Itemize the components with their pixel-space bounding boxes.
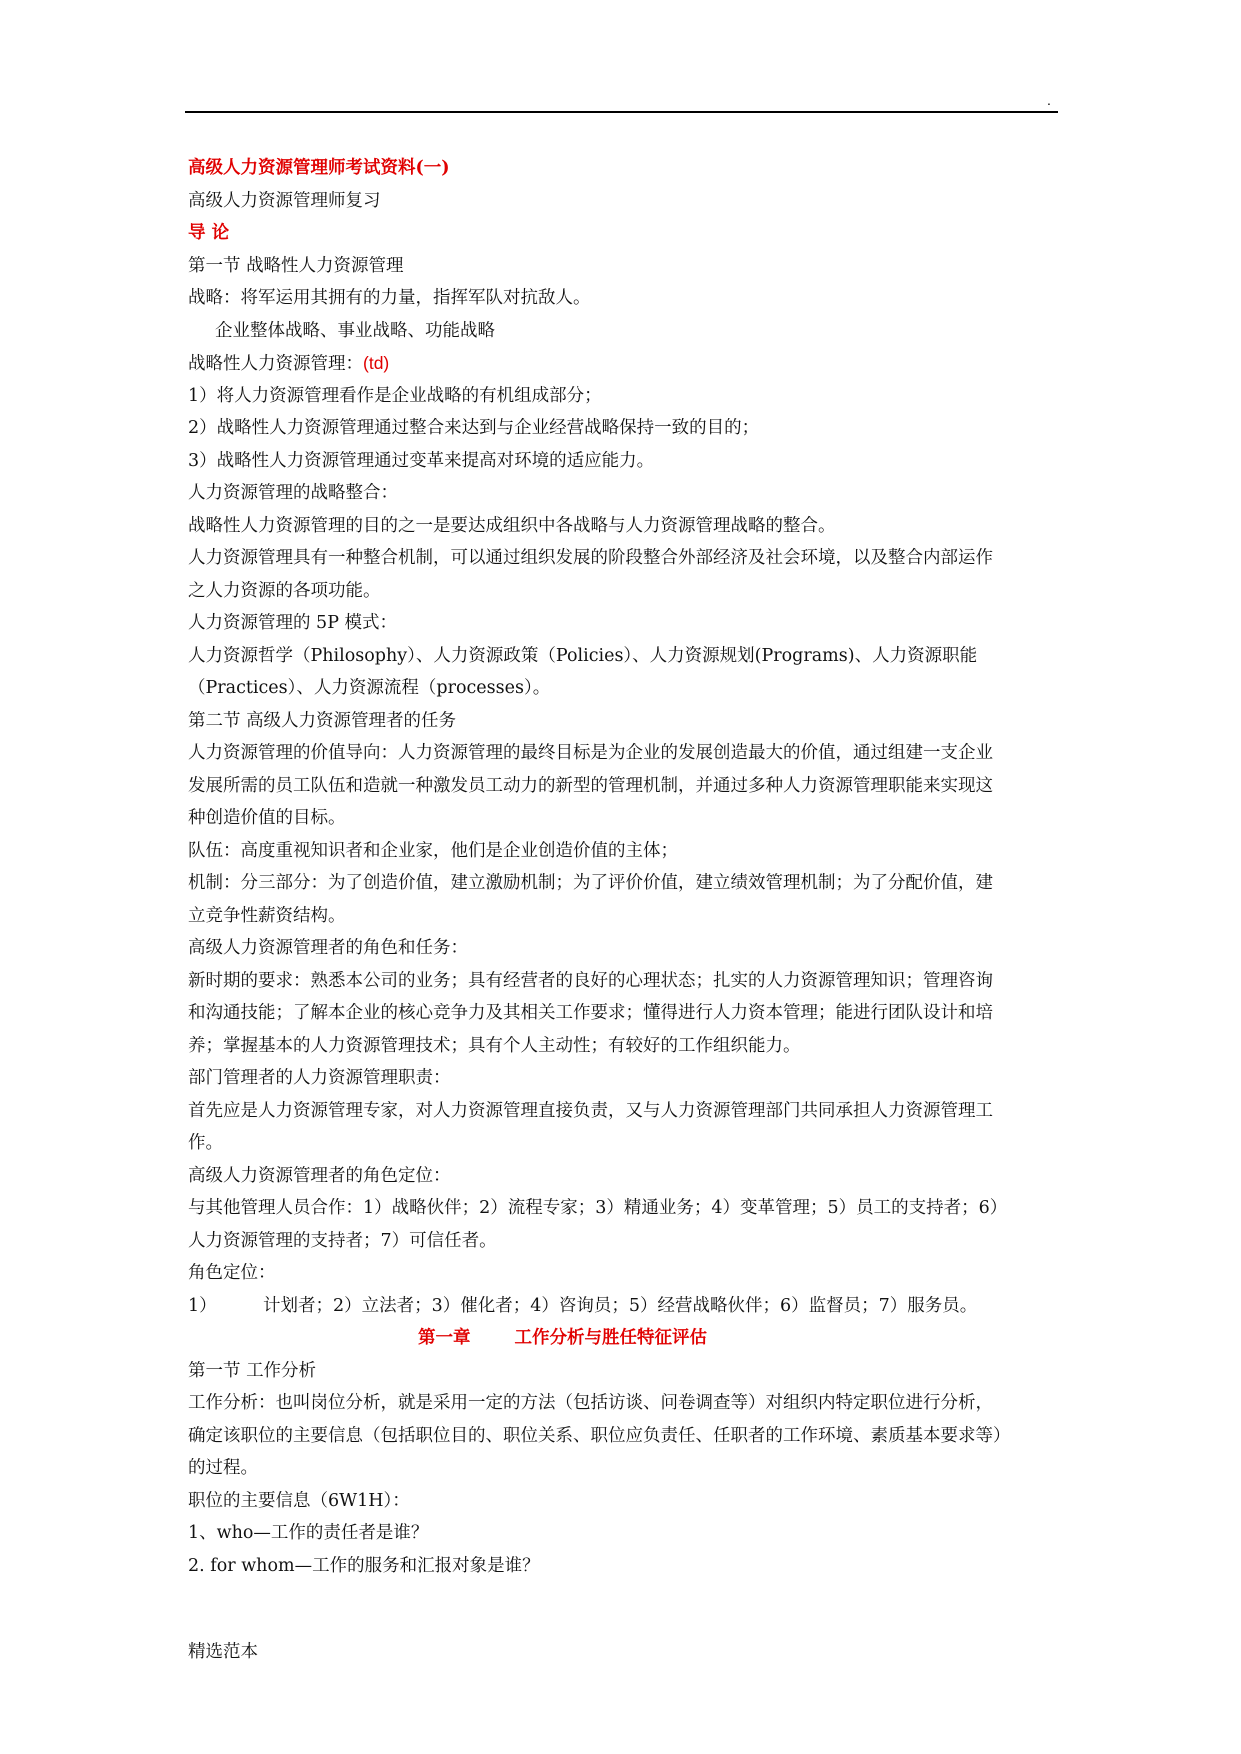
text-line: 2）战略性人力资源管理通过整合来达到与企业经营战略保持一致的目的； — [188, 418, 760, 438]
text-line: 之人力资源的各项功能。 — [188, 580, 381, 601]
text-line: 战略性人力资源管理的目的之一是要达成组织中各战略与人力资源管理战略的整合。 — [188, 515, 836, 536]
roles-num: 1） — [188, 1295, 217, 1316]
text-line: 人力资源管理的支持者；7）可信任者。 — [188, 1230, 497, 1251]
text-line: 首先应是人力资源管理专家，对人力资源管理直接负责，又与人力资源管理部门共同承担人力资源管理工 — [188, 1100, 993, 1121]
text-line: 与其他管理人员合作：1）战略伙伴；2）流程专家；3）精通业务；4）变革管理；5）员工的支持者；6） — [188, 1198, 1008, 1218]
text-line: 工作分析：也叫岗位分析，就是采用一定的方法（包括访谈、问卷调查等）对组织内特定职位进行分析， — [188, 1393, 993, 1413]
text-line: 立竞争性薪资结构。 — [188, 905, 346, 926]
roles-line — [188, 1290, 1058, 1323]
text-line: 新时期的要求：熟悉本公司的业务；具有经营者的良好的心理状态；扎实的人力资源管理知识；管理咨询 — [188, 970, 993, 991]
text-line: 养；掌握基本的人力资源管理技术；具有个人主动性；有较好的工作组织能力。 — [188, 1035, 801, 1056]
text-line: 高级人力资源管理者的角色定位： — [188, 1165, 451, 1186]
text-line: 人力资源管理具有一种整合机制，可以通过组织发展的阶段整合外部经济及社会环境，以及整合内部运作 — [188, 548, 993, 568]
text-line: 角色定位： — [188, 1263, 276, 1283]
roles-text: 计划者；2）立法者；3）催化者；4）咨询员；5）经营战略伙伴；6）监督员；7）服务员。 — [263, 1295, 978, 1316]
text-line: 1、who—工作的责任者是谁？ — [188, 1523, 429, 1543]
text-line: （Practices）、人力资源流程（processes）。 — [188, 678, 551, 698]
text-line: 人力资源管理的 5P 模式： — [188, 613, 398, 633]
chapter-heading — [188, 1322, 1058, 1355]
header-mark: . — [1047, 92, 1051, 108]
chapter-num: 第一章 — [418, 1328, 471, 1348]
document-subtitle: 高级人力资源管理师复习 — [188, 190, 381, 211]
text-line: 机制：分三部分：为了创造价值，建立激励机制；为了评价价值，建立绩效管理机制；为了分配价值，建 — [188, 873, 993, 893]
text-line: 1）将人力资源管理看作是企业战略的有机组成部分； — [188, 385, 602, 406]
page-footer: 精选范本 — [188, 1642, 258, 1662]
text-line — [188, 347, 1058, 380]
text-line: 第一节 工作分析 — [188, 1360, 317, 1381]
text-line: 企业整体战略、事业战略、功能战略 — [215, 320, 495, 341]
text-line: 第二节 高级人力资源管理者的任务 — [188, 710, 457, 731]
header-rule — [185, 111, 1058, 113]
text-line: 种创造价值的目标。 — [188, 808, 346, 828]
text-line: 的过程。 — [188, 1458, 258, 1478]
chapter-title: 工作分析与胜任特征评估 — [514, 1328, 707, 1348]
text-span: 战略性人力资源管理： — [188, 354, 363, 374]
text-line: 人力资源哲学（Philosophy）、人力资源政策（Policies）、人力资源规划(Programs)、人力资源职能 — [188, 645, 978, 666]
text-line: 3）战略性人力资源管理通过变革来提高对环境的适应能力。 — [188, 450, 655, 471]
text-line: 职位的主要信息（6W1H）： — [188, 1490, 410, 1511]
text-line: 战略：将军运用其拥有的力量，指挥军队对抗敌人。 — [188, 288, 591, 308]
document-title: 高级人力资源管理师考试资料(一) — [188, 158, 450, 178]
text-line: 队伍：高度重视知识者和企业家，他们是企业创造价值的主体； — [188, 840, 678, 861]
document-body — [188, 152, 1058, 1582]
text-line: 人力资源管理的战略整合： — [188, 483, 398, 503]
text-line: 高级人力资源管理者的角色和任务： — [188, 938, 468, 958]
text-line: 作。 — [188, 1133, 223, 1153]
text-line: 人力资源管理的价值导向：人力资源管理的最终目标是为企业的发展创造最大的价值，通过组建一支企业 — [188, 743, 993, 763]
td-label: (td) — [363, 353, 390, 373]
text-line: 发展所需的员工队伍和造就一种激发员工动力的新型的管理机制，并通过多种人力资源管理职能来实现这 — [188, 775, 993, 796]
intro-heading: 导 论 — [188, 223, 230, 243]
text-line: 确定该职位的主要信息（包括职位目的、职位关系、职位应负责任、任职者的工作环境、素质基本要求等） — [188, 1425, 1011, 1446]
text-line: 部门管理者的人力资源管理职责： — [188, 1068, 451, 1088]
text-line: 和沟通技能；了解本企业的核心竞争力及其相关工作要求；懂得进行人力资本管理；能进行团队设计和培 — [188, 1003, 993, 1023]
text-line: 第一节 战略性人力资源管理 — [188, 255, 404, 276]
text-line: 2. for whom—工作的服务和汇报对象是谁？ — [188, 1555, 540, 1576]
